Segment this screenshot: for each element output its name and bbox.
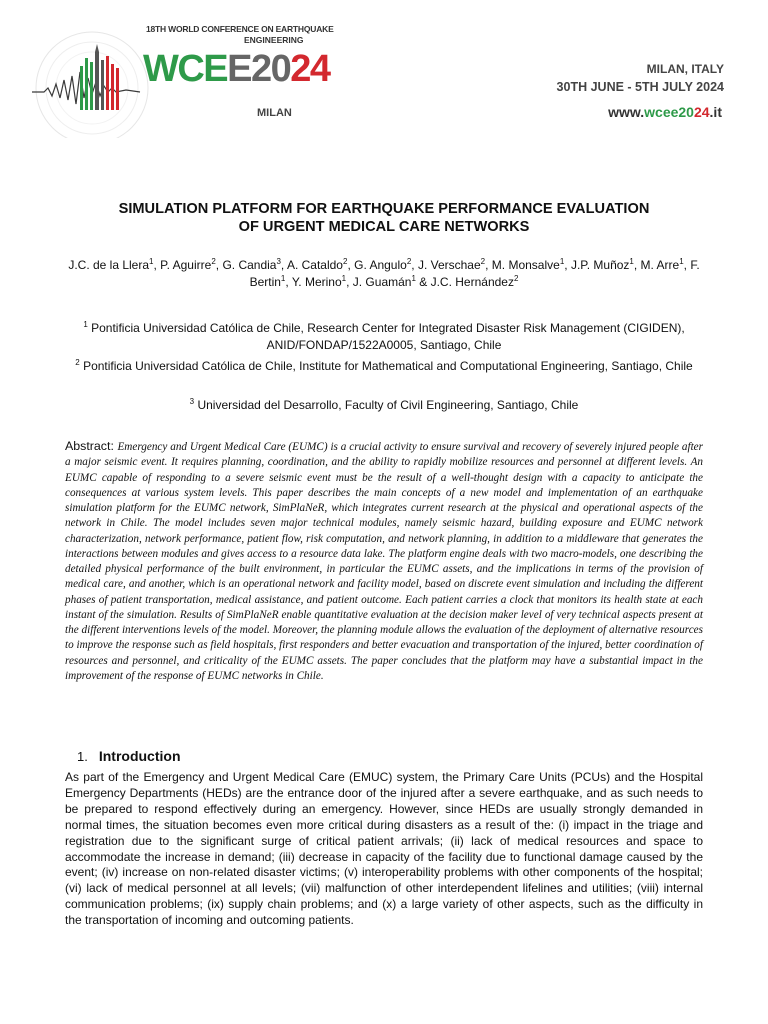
author-affiliation-marker: 2 [342, 257, 348, 266]
abstract: Abstract: Emergency and Urgent Medical Care (EUMC) is a crucial activity to ensure survival and recovery of severely injured people after a major seismic event. It requires planning, coordination, and the ability to rapidly mobilize resources and personnel at different levels. An EUMC capable of responding to a severe seismic event must be the result of a well-thought design with a capacity to anticipate the consequences at various system levels. This paper describes the main concepts of a new model and implementation of an earthquake simulation platform for the EUMC network, SimPlaNeR, which integrates current research at the physical and operational aspects of the network in Chile. The model includes seven major technical modules, namely seismic hazard, building exposure and EUMC network characterization, network performance, patient flow, risk computation, and network planning, in addition to a middleware that generates the interactions between modules and gives access to a resource data lake. The platform engine deals with two macro-models, one describing the detailed physical performance of the built environment, in particular the EUMC assets, and the implications in terms of the provision of medical care, and another, which is an operational network and facility model, based on discrete event simulation and including the different phases of patient transportation, medical assistance, and patient outcome. Each patient carries a clock that monitors its health state at each instant of the simulation. Results of SimPlaNeR enable quantitative evaluation at the decision maker level of very technical aspects present at the different interventions levels of the model. Moreover, the planning module allows the evaluation of the deployment of alternative resources to improve the response such as field hospitals, first responders and better evacuation and transportation of the injured, better coordination of resources and personnel, and criticality of the EUMC assets. The paper concludes that the platform may have a substantial impact in the improvement of the response of EUMC networks in Chile. [65, 439, 703, 682]
abstract-text: Emergency and Urgent Medical Care (EUMC) is a crucial activity to ensure survival and recovery of severely injured people after a major seismic event. It requires planning, coordination, and the ability to rapidly mobilize resources and personnel at different levels. An EUMC capable of responding to a severe seismic event must be the result of a well-thought design with a capacity to anticipate the consequences at various system levels. This paper describes the main concepts of a new model and implementation of an earthquake simulation platform for the EUMC network, SimPlaNeR, which integrates current research at the physical and operational aspects of the network in Chile. The model includes seven major technical modules, namely seismic hazard, building exposure and EUMC network characterization, network performance, patient flow, risk computation, and network planning, in addition to a middleware that generates the interactions between modules and gives access to a resource data lake. The platform engine deals with two macro-models, one describing the detailed physical performance of the built environment, in particular the EUMC assets, and the implications in terms of the provision of medical care, and another, which is an operational network and facility model, based on discrete event simulation and including the different phases of patient transportation, medical assistance, and patient outcome. Each patient carries a clock that monitors its health state at each instant of the simulation. Results of SimPlaNeR enable quantitative evaluation at the decision maker level of very technical aspects present at the different interventions levels of the model. Moreover, the planning module allows the evaluation of the deployment of alternative resources to improve the response such as field hospitals, first responders and better evacuation and transportation of the injured, better coordination of resources and personnel, and criticality of the EUMC assets. The paper concludes that the platform may have a substantial impact in the improvement of the response of EUMC networks in Chile. [65, 441, 703, 682]
author-affiliation-marker: 1 [280, 274, 286, 283]
title-line-1: SIMULATION PLATFORM FOR EARTHQUAKE PERFORMANCE EVALUATION [118, 201, 650, 217]
author-name: G. Candia [222, 258, 277, 272]
author-affiliation-marker: 1 [559, 257, 565, 266]
conference-line-2: ENGINEERING [244, 35, 304, 45]
conference-logo-icon [30, 28, 150, 138]
author-affiliation-marker: 3 [276, 257, 281, 266]
conference-dates: 30TH JUNE - 5TH JULY 2024 [556, 80, 724, 94]
author-affiliation-marker: 1 [629, 257, 634, 266]
affiliation-2 [60, 358, 708, 375]
author-name: A. Cataldo [286, 258, 343, 272]
author-name: M. Monsalve [491, 258, 560, 272]
affiliation-text: Universidad del Desarrollo, Faculty of Civil Engineering, Santiago, Chile [197, 398, 579, 412]
author-name: P. Aguirre [160, 258, 212, 272]
author-affiliation-marker: 2 [406, 257, 412, 266]
author-name: J.P. Muñoz [570, 258, 630, 272]
author-name: J.C. de la Llera [68, 258, 150, 272]
section-heading [77, 748, 181, 764]
wordmark-part-a: WCE [143, 48, 228, 90]
url-suffix: .it [709, 104, 722, 120]
affiliation-text: Pontificia Universidad Católica de Chile, Institute for Mathematical and Computational Engineering, Santiago, Chile [83, 359, 693, 373]
author-name: F. Bertin [249, 258, 700, 289]
author-name: Y. Merino [291, 275, 342, 289]
affiliation-number: 2 [75, 358, 80, 367]
author-affiliation-marker: 2 [513, 274, 519, 283]
wordmark-part-b: E20 [227, 48, 291, 90]
affiliation-3 [60, 397, 708, 414]
author-affiliation-marker: 1 [411, 274, 416, 283]
author-affiliation-marker: 1 [149, 257, 154, 266]
author-name: M. Arre [640, 258, 680, 272]
section-body: As part of the Emergency and Urgent Medical Care (EMUC) system, the Primary Care Units (PCUs) and the Hospital Emergency Departments (HEDs) are the entrance door of the injured after a severe earthquake, and as such needs to be prepared to respond effectively during an emergency. However, since HEDs are usually strongly demanded in normal times, the situation becomes even more critical during disasters as a result of the: (i) impact in the triage and registration due to the significant surge of critical patient arrivals; (ii) lack of medical resources and space to accommodate the increase in demand; (iii) decrease in capacity of the facility due to functional damage caused by the event; (iv) increase on non-related disaster victims; (v) interoperability problems with other components of the hospital; (vi) lack of medical personnel at all levels; (vii) malfunction of other interdependent lifelines and utilities; (viii) internal communication problems; (ix) supply chain problems; and (x) a large variety of other aspects, such as the difficulty in the transportation of incoming and outcoming patients. [65, 770, 703, 928]
affiliation-number: 1 [83, 320, 88, 329]
author-name: J.C. Hernández [430, 275, 514, 289]
wordmark-part-c: 24 [290, 48, 330, 90]
author-affiliation-marker: 2 [211, 257, 216, 266]
url-red-part: 24 [693, 104, 710, 120]
section-number: 1. [77, 749, 88, 764]
section-title: Introduction [98, 748, 181, 764]
conference-header [0, 0, 768, 150]
affiliation-number: 3 [189, 397, 195, 406]
url-prefix: www. [608, 104, 645, 120]
conference-line-1: 18TH WORLD CONFERENCE ON EARTHQUAKE [146, 24, 334, 34]
affiliation-1 [60, 320, 708, 354]
title-line-2: OF URGENT MEDICAL CARE NETWORKS [238, 219, 530, 235]
author-affiliation-marker: 2 [480, 257, 486, 266]
conference-url[interactable] [608, 104, 722, 120]
paper-title [40, 200, 728, 236]
affiliation-text: Pontificia Universidad Católica de Chile, Research Center for Integrated Disaster Risk Management (CIGIDEN), ANID/FONDAP/1522A0005, Santiago, Chile [91, 321, 685, 352]
author-name: J. Verschae [417, 258, 481, 272]
conference-wordmark [143, 50, 330, 88]
author-name: J. Guamán [352, 275, 412, 289]
author-name: G. Angulo [354, 258, 407, 272]
author-affiliation-marker: 1 [341, 274, 347, 283]
author-list: J.C. de la Llera$^1$, P. Aguirre$^2$, G. Candia$^3$, A. Cataldo$^2$, G. Angulo$^2$, J. Verschae$^2$, M. Monsalve$^1$, J.P. Muñoz$^1$, M. Arre$^1$, F. Bertin$^1$, Y. Merino$^1$, J. Guamán$^1$ & J.C. Hernández$^2$ [68, 257, 700, 289]
conference-location: MILAN, ITALY [646, 62, 724, 76]
abstract-label: Abstract [65, 439, 111, 453]
logo-city: MILAN [257, 107, 292, 119]
url-green-part: wcee20 [644, 104, 694, 120]
author-affiliation-marker: 1 [679, 257, 684, 266]
